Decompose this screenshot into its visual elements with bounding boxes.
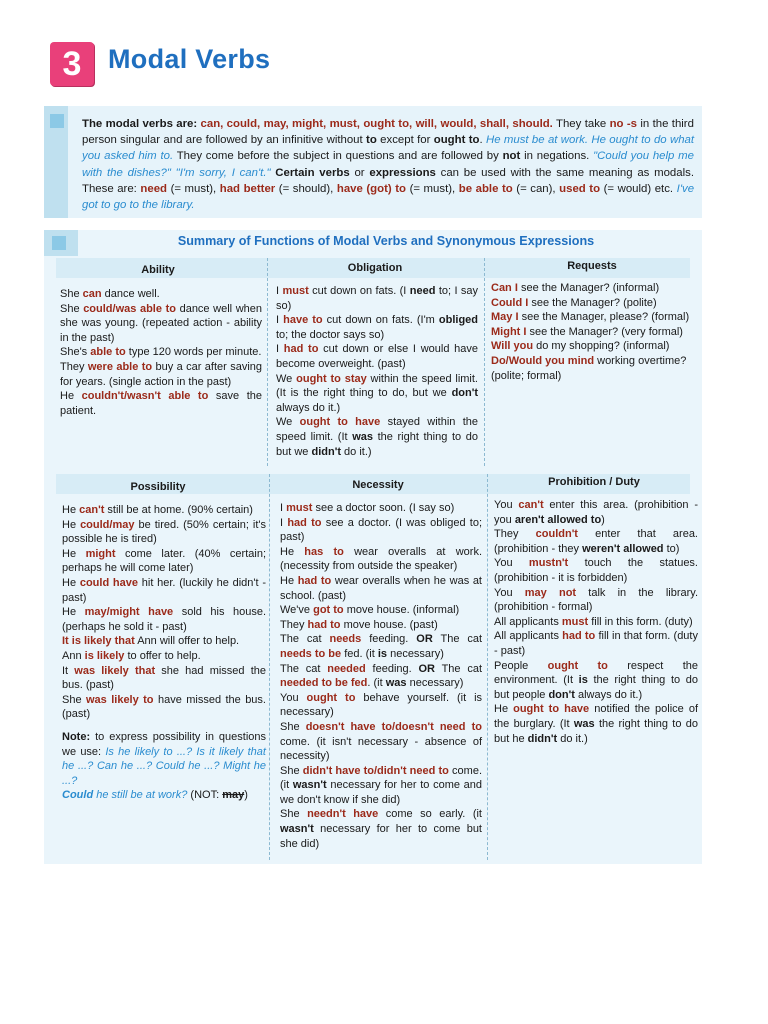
prohibition-example: You may not talk in the library. (prohibition - formal) [494, 586, 699, 614]
summary-square-icon [52, 236, 66, 250]
possibility-example: It is likely that Ann will offer to help. [62, 635, 240, 648]
obligation-example: I had to cut down or else I would have become overweight. (past) [276, 343, 479, 370]
obligation-column [276, 284, 478, 459]
prohibition-example: All applicants must fill in this form. (duty) [494, 615, 693, 628]
header-necessity: Necessity [352, 479, 404, 491]
column-divider [269, 474, 270, 860]
necessity-example: We've got to move house. (informal) [280, 604, 460, 617]
prohibition-example: All applicants had to fill in that form. (duty - past) [494, 630, 698, 657]
summary-title: Summary of Functions of Modal Verbs and Synonymous Expressions [177, 234, 595, 248]
necessity-example: He has to wear overalls at work. (necessity from outside the speaker) [280, 545, 482, 573]
prohibition-example: He ought to have notified the police of the burglary. (It was the right thing to do but he didn't do it.) [494, 703, 698, 745]
request-example: Might I see the Manager? (very formal) [491, 325, 683, 338]
ability-example: They were able to buy a car after saving for years. (single action in the past) [60, 360, 262, 388]
possibility-note-example: Could he still be at work? (NOT: may) [62, 789, 248, 802]
possibility-example: It was likely that she had missed the bus. (past) [62, 664, 266, 692]
necessity-example: She doesn't have to/doesn't need to come. (it isn't necessary - absence of necessity) [280, 720, 482, 763]
possibility-note: Note: to express possibility in questions we use: Is he likely to ...? Is it likely that he ...? Can he ...? Could he ...? Might he ...? [62, 730, 267, 787]
header-obligation: Obligation [347, 262, 403, 274]
obligation-example: I must cut down on fats. (I need to; I say so) [276, 285, 479, 312]
request-example: Do/Would you mind working overtime? (polite; formal) [491, 354, 687, 382]
necessity-example: They had to move house. (past) [280, 618, 438, 631]
possibility-example: He can't still be at home. (90% certain) [62, 504, 253, 516]
header-requests: Requests [567, 260, 617, 272]
column-divider [487, 474, 488, 860]
necessity-example: I had to see a doctor. (I was obliged to; past) [280, 516, 483, 544]
request-example: Will you do my shopping? (informal) [491, 340, 670, 353]
possibility-example: He could/may be tired. (50% certain; it's possible he is tired) [62, 518, 266, 546]
header-prohibition-duty: Prohibition / Duty [548, 476, 640, 488]
necessity-example: She needn't have come so early. (it wasn't necessary for her to come but she did) [280, 808, 482, 850]
column-divider [484, 258, 485, 466]
obligation-example: I have to cut down on fats. (I'm obliged to; the doctor says so) [276, 314, 478, 341]
necessity-example: You ought to behave yourself. (it is necessary) [280, 691, 483, 719]
request-example: Can I see the Manager? (informal) [491, 282, 660, 294]
requests-column [491, 281, 695, 383]
ability-example: He couldn't/wasn't able to save the patient. [60, 390, 262, 417]
request-example: May I see the Manager, please? (formal) [491, 311, 690, 324]
header-possibility: Possibility [130, 481, 186, 493]
column-divider [267, 258, 268, 466]
request-example: Could I see the Manager? (polite) [491, 296, 657, 309]
obligation-example: We ought to stay within the speed limit. (It is the right thing to do, but we don't always do it.) [276, 372, 479, 414]
ability-column [60, 287, 262, 418]
prohibition-example: You mustn't touch the statues. (prohibition - it is forbidden) [494, 557, 698, 584]
unit-number-badge: 3 [50, 42, 94, 86]
necessity-example: The cat needs feeding. OR The cat needs to be fed. (it is necessary) [280, 633, 483, 660]
prohibition-example: They couldn't enter that area. (prohibition - they weren't allowed to) [494, 528, 698, 555]
necessity-example: He had to wear overalls when he was at school. (past) [280, 574, 482, 602]
prohibition-example: You can't enter this area. (prohibition - you aren't allowed to) [494, 499, 698, 526]
necessity-example: I must see a doctor soon. (I say so) [280, 502, 455, 514]
possibility-column [62, 503, 266, 803]
ability-example: She's able to type 120 words per minute. [60, 346, 262, 359]
possibility-example: She was likely to have missed the bus. (past) [62, 693, 266, 721]
header-ability: Ability [141, 264, 175, 276]
prohibition-column [494, 498, 698, 746]
possibility-example: Ann is likely to offer to help. [62, 649, 201, 662]
ability-example: She could/was able to dance well when she was young. (repeated action - ability in the past) [60, 302, 262, 344]
page-title: Modal Verbs [108, 44, 271, 74]
possibility-example: He could have hit her. (luckily he didn't - past) [62, 576, 266, 604]
ability-example: She can dance well. [60, 288, 160, 300]
intro-square-icon [50, 114, 64, 128]
necessity-example: She didn't have to/didn't need to come. (it wasn't necessary for her to come and we don't know if she did) [280, 764, 483, 806]
possibility-example: He may/might have sold his house. (perhaps he sold it - past) [62, 606, 266, 633]
intro-paragraph: The modal verbs are: can, could, may, might, must, ought to, will, would, shall, should. They take no -s in the third person singular and are followed by an infinitive without to except for ought to. He must be at work. He ought to do what you asked him to. They come before the subject in questions and are followed by not in negations. "Could you help me with the dishes?" "I'm sorry, I can't." Certain verbs or expressions can be used with the same meaning as modals. These are: need (= must), had better (= should), have (got) to (= must), be able to (= can), used to (= would) etc. I've got to go to the library. [82, 118, 695, 212]
obligation-example: We ought to have stayed within the speed limit. (It was the right thing to do but we didn't do it.) [276, 416, 479, 458]
necessity-example: The cat needed feeding. OR The cat needed to be fed. (it was necessary) [280, 662, 482, 690]
necessity-column [280, 501, 482, 851]
prohibition-example: People ought to respect the environment. (It is the right thing to do but people don't always do it.) [494, 659, 698, 701]
possibility-example: He might come later. (40% certain; perhaps he will come later) [62, 547, 266, 575]
